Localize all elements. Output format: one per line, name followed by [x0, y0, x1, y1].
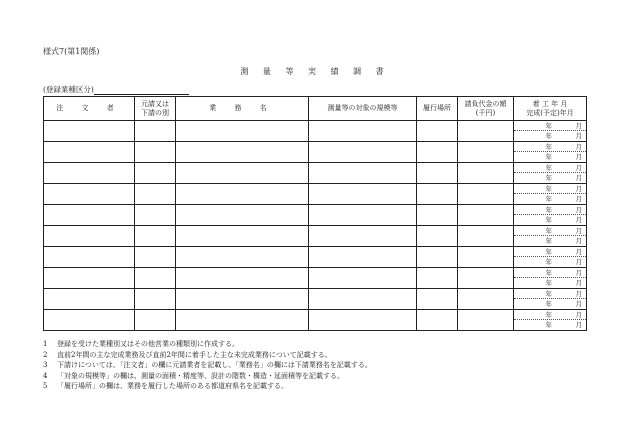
scope-cell[interactable]: [309, 310, 417, 331]
prime-sub-cell[interactable]: [135, 205, 176, 226]
dates-cell[interactable]: [514, 142, 587, 163]
month-label: 月: [575, 290, 582, 298]
completion-date-line: [514, 278, 586, 288]
start-date-line: [514, 247, 586, 257]
client-cell[interactable]: [44, 310, 135, 331]
month-label: 月: [575, 174, 582, 182]
amount-cell[interactable]: [458, 142, 514, 163]
location-cell[interactable]: [417, 268, 458, 289]
client-cell[interactable]: [44, 268, 135, 289]
work-name-cell[interactable]: [176, 310, 309, 331]
note-item: [43, 350, 372, 361]
completion-date-line: [514, 215, 586, 225]
start-date-line: [514, 142, 586, 152]
client-cell[interactable]: [44, 289, 135, 310]
year-label: 年: [545, 185, 552, 193]
scope-cell[interactable]: [309, 121, 417, 142]
year-label: 年: [545, 143, 552, 151]
month-label: 月: [575, 153, 582, 161]
header-amount: 請負代金の額 (千円): [458, 97, 514, 121]
header-scope: 測量等の対象の規模等: [309, 97, 417, 121]
start-date-line: [514, 289, 586, 299]
prime-sub-cell[interactable]: [135, 268, 176, 289]
work-name-cell[interactable]: [176, 247, 309, 268]
month-label: 月: [575, 227, 582, 235]
note-text: 「履行場所」の欄は、業務を履行した場所のある都道府県名を記載する。: [57, 382, 288, 390]
prime-sub-cell[interactable]: [135, 310, 176, 331]
work-name-cell[interactable]: [176, 226, 309, 247]
note-text: 直前2年間の主な完成業務及び直前2年間に着手した主な未完成業務について記載する。: [57, 350, 332, 359]
note-number: 2: [43, 350, 48, 359]
year-label: 年: [545, 279, 552, 287]
table-header-row: [44, 97, 587, 121]
start-date-line: [514, 310, 586, 320]
month-label: 月: [575, 122, 582, 130]
note-item: [43, 360, 372, 371]
location-cell[interactable]: [417, 163, 458, 184]
header-prime-sub: 元請又は 下請の別: [135, 97, 176, 121]
prime-sub-cell[interactable]: [135, 289, 176, 310]
start-date-line: [514, 205, 586, 215]
table-row: [44, 163, 587, 184]
registration-category-blank[interactable]: [94, 86, 189, 95]
scope-cell[interactable]: [309, 289, 417, 310]
amount-cell[interactable]: [458, 247, 514, 268]
location-cell[interactable]: [417, 226, 458, 247]
client-cell[interactable]: [44, 226, 135, 247]
start-date-line: [514, 121, 586, 131]
work-name-cell[interactable]: [176, 184, 309, 205]
note-item: [43, 371, 372, 382]
year-label: 年: [545, 206, 552, 214]
work-name-cell[interactable]: [176, 121, 309, 142]
completion-date-line: [514, 131, 586, 141]
note-number: 4: [43, 371, 48, 380]
note-number: 5: [43, 382, 48, 390]
note-text: 下請けについては、「注文者」の欄に元請業者を記載し、「業務名」の欄には下請業務名を記載する。: [57, 361, 372, 369]
dates-cell[interactable]: [514, 163, 587, 184]
client-cell[interactable]: [44, 121, 135, 142]
year-label: 年: [545, 237, 552, 245]
header-client: 注 文 者: [44, 97, 135, 121]
prime-sub-cell[interactable]: [135, 121, 176, 142]
client-cell[interactable]: [44, 142, 135, 163]
location-cell[interactable]: [417, 142, 458, 163]
amount-cell[interactable]: [458, 310, 514, 331]
month-label: 月: [575, 258, 582, 266]
prime-sub-cell[interactable]: [135, 142, 176, 163]
location-cell[interactable]: [417, 205, 458, 226]
start-date-line: [514, 163, 586, 173]
month-label: 月: [575, 237, 582, 245]
month-label: 月: [575, 248, 582, 256]
year-label: 年: [545, 174, 552, 182]
header-location: 履行場所: [417, 97, 458, 121]
registration-category-label: (登録業種区分): [43, 85, 94, 94]
month-label: 月: [575, 143, 582, 151]
month-label: 月: [575, 195, 582, 203]
work-name-cell[interactable]: [176, 142, 309, 163]
work-name-cell[interactable]: [176, 289, 309, 310]
work-name-cell[interactable]: [176, 163, 309, 184]
month-label: 月: [575, 185, 582, 193]
amount-cell[interactable]: [458, 226, 514, 247]
table-row: [44, 247, 587, 268]
amount-cell[interactable]: [458, 121, 514, 142]
amount-cell[interactable]: [458, 184, 514, 205]
year-label: 年: [545, 227, 552, 235]
completion-date-line: [514, 320, 586, 330]
year-label: 年: [545, 248, 552, 256]
prime-sub-cell[interactable]: [135, 163, 176, 184]
start-date-line: [514, 268, 586, 278]
completion-date-line: [514, 257, 586, 267]
location-cell[interactable]: [417, 289, 458, 310]
table-row: [44, 268, 587, 289]
note-item: [43, 339, 372, 350]
note-text: 登録を受けた業種別又はその他営業の種類別に作成する。: [57, 340, 239, 348]
year-label: 年: [545, 258, 552, 266]
month-label: 月: [575, 206, 582, 214]
notes-section: [43, 339, 372, 392]
year-label: 年: [545, 164, 552, 172]
year-label: 年: [545, 269, 552, 277]
month-label: 月: [575, 300, 582, 308]
month-label: 月: [575, 279, 582, 287]
dates-cell[interactable]: [514, 268, 587, 289]
table-row: [44, 142, 587, 163]
amount-cell[interactable]: [458, 205, 514, 226]
form-number: 様式7(第1関係): [43, 47, 100, 56]
registration-category: [43, 84, 189, 95]
table-row: [44, 289, 587, 310]
dates-cell[interactable]: [514, 121, 587, 142]
month-label: 月: [575, 164, 582, 172]
table-row: [44, 310, 587, 331]
location-cell[interactable]: [417, 121, 458, 142]
dates-cell[interactable]: [514, 289, 587, 310]
year-label: 年: [545, 132, 552, 140]
table-row: [44, 184, 587, 205]
amount-cell[interactable]: [458, 268, 514, 289]
year-label: 年: [545, 321, 552, 329]
scope-cell[interactable]: [309, 226, 417, 247]
dates-cell[interactable]: [514, 205, 587, 226]
client-cell[interactable]: [44, 247, 135, 268]
scope-cell[interactable]: [309, 142, 417, 163]
year-label: 年: [545, 216, 552, 224]
work-name-cell[interactable]: [176, 205, 309, 226]
month-label: 月: [575, 311, 582, 319]
table-row: [44, 121, 587, 142]
year-label: 年: [545, 311, 552, 319]
note-text: 「対象の規模等」の欄は、測量の面積・精度等、設計の階数・構造・延面積等を記載する。: [57, 371, 344, 380]
header-work-name: 業 務 名: [176, 97, 309, 121]
scope-cell[interactable]: [309, 268, 417, 289]
client-cell[interactable]: [44, 184, 135, 205]
prime-sub-cell[interactable]: [135, 247, 176, 268]
location-cell[interactable]: [417, 247, 458, 268]
start-date-line: [514, 226, 586, 236]
table-row: [44, 226, 587, 247]
year-label: 年: [545, 300, 552, 308]
month-label: 月: [575, 269, 582, 277]
amount-cell[interactable]: [458, 289, 514, 310]
document-title: 測 量 等 実 績 調 書: [240, 67, 390, 76]
scope-cell[interactable]: [309, 247, 417, 268]
dates-cell[interactable]: [514, 310, 587, 331]
completion-date-line: [514, 194, 586, 204]
dates-cell[interactable]: [514, 184, 587, 205]
amount-cell[interactable]: [458, 163, 514, 184]
location-cell[interactable]: [417, 310, 458, 331]
month-label: 月: [575, 216, 582, 224]
results-table: [43, 96, 587, 331]
scope-cell[interactable]: [309, 184, 417, 205]
table-row: [44, 205, 587, 226]
prime-sub-cell[interactable]: [135, 226, 176, 247]
completion-date-line: [514, 236, 586, 246]
client-cell[interactable]: [44, 205, 135, 226]
month-label: 月: [575, 132, 582, 140]
client-cell[interactable]: [44, 163, 135, 184]
note-number: 3: [43, 361, 48, 369]
start-date-line: [514, 184, 586, 194]
work-name-cell[interactable]: [176, 268, 309, 289]
header-dates: 着 工 年 月 完成(予定)年月: [514, 97, 587, 121]
year-label: 年: [545, 290, 552, 298]
dates-cell[interactable]: [514, 226, 587, 247]
year-label: 年: [545, 153, 552, 161]
year-label: 年: [545, 122, 552, 130]
scope-cell[interactable]: [309, 163, 417, 184]
note-item: [43, 381, 372, 392]
year-label: 年: [545, 195, 552, 203]
scope-cell[interactable]: [309, 205, 417, 226]
completion-date-line: [514, 173, 586, 183]
completion-date-line: [514, 299, 586, 309]
note-number: 1: [43, 340, 48, 348]
location-cell[interactable]: [417, 184, 458, 205]
completion-date-line: [514, 152, 586, 162]
dates-cell[interactable]: [514, 247, 587, 268]
prime-sub-cell[interactable]: [135, 184, 176, 205]
month-label: 月: [575, 321, 582, 329]
